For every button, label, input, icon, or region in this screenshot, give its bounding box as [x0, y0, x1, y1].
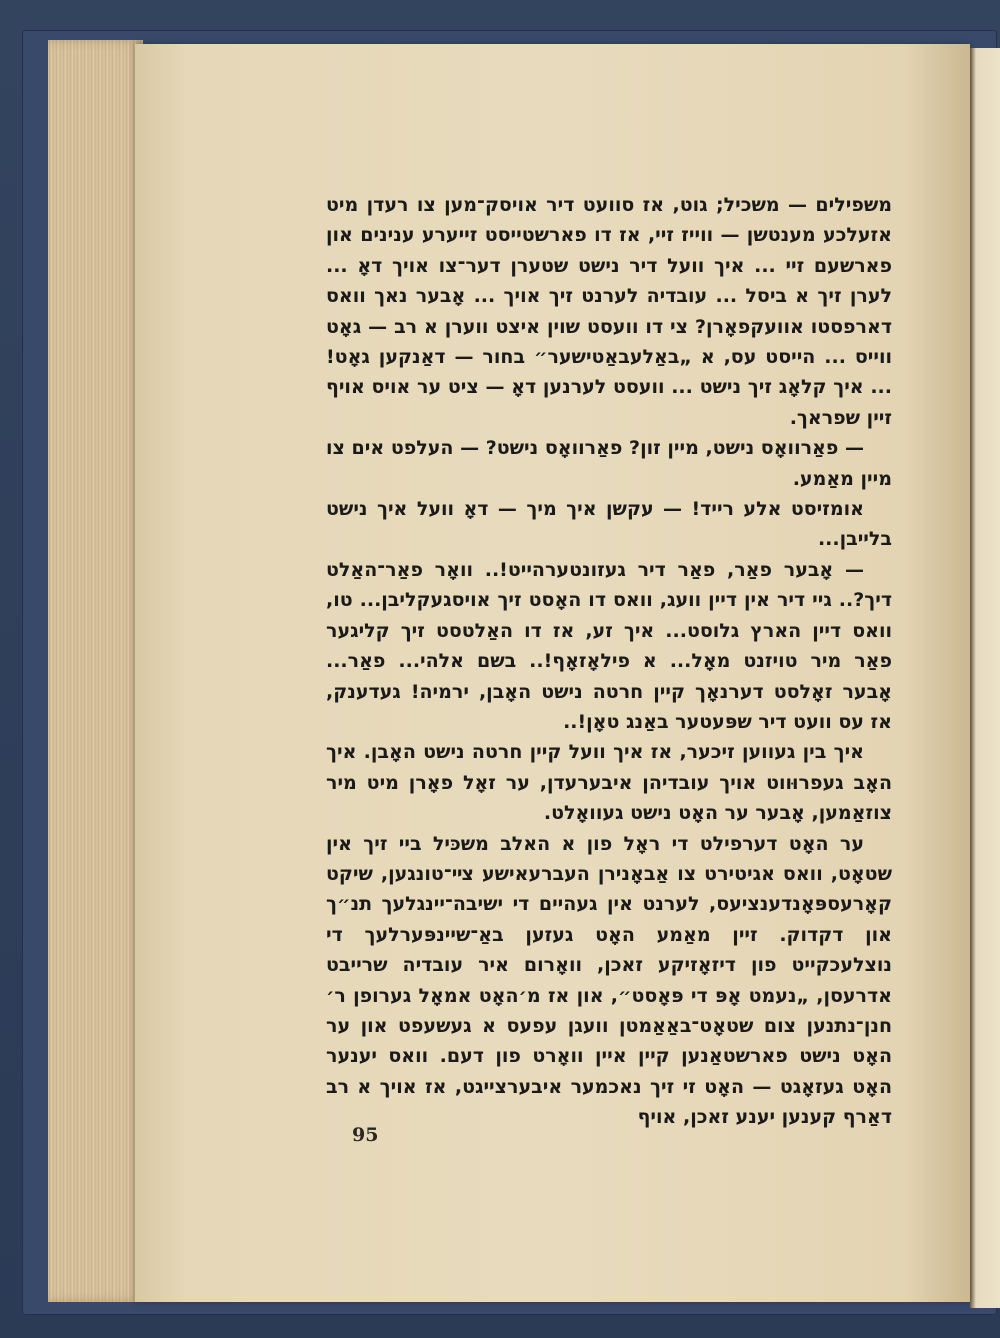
paragraph: אומזיסט אלע רייד! — עקשן איך מיך — דאָ וועל איך נישט בלייבן... — [326, 498, 892, 551]
paragraph: — אָבער פאַר, פאַר דיר געזונטערהייט!.. וואָר פאַר־האַלט דיך?.. גיי דיר אין דיין וועג, וואס דו האָסט זיך אויסגעקליבן... טו, וואס דיין הארץ גלוסט... איך זע, אז דו האַלטסט זיך קליגער פאַר מיר טויזנט מאָל... א פילאָזאָף!.. בשם אלהי... פאַר... אָבער זאָלסט דערנאָך קיין חרטה נישט האָבן, ירמיה! געדענק, אז עס וועט דיר שפּעטער באַנג טאָן!.. — [326, 558, 892, 733]
paragraph: ער האָט דערפילט די ראָל פון א האלב משכּיל ביי זיך אין שטאָט, וואס אגיטירט צו אַבאָנירן העברעאישע צײ־טונגען, שיקט קאָרעספּאָנדענציעס, לערנט אין געהיים די ישיבה־יינגלעך תנ״ך און דקדוק. זיין מאַמע האָט געזען באַ־שיינפּערלעך די נוצלעכקייט פון דיזאָזיקע זאכן, וואָרום איר עובדיה שרייבט אדרעסן, „נעמט אָפּ די פּאָסט״, און אז מ׳האָט אמאָל גערופן ר׳ חנן־נתנען צום שטאָט־באַאַמטן וועגן עפעס א געשעפט און ער האָט נישט פארשטאַנען קיין איין וואָרט פון דעם. וואס יענער האָט געזאָגט — האָט זי זיך נאכמער איבערצייגט, אז אויך א רב דאַרף קענען יענע זאכן, אויף — [326, 832, 892, 1129]
paragraph: איך בין געווען זיכער, אז איך וועל קיין חרטה נישט האָבן. איך האָב געפרוּווט אויך עובדיהן איבערעדן, ער זאָל פאָרן מיט מיר צוזאַמען, אָבער ער האָט נישט געוואָלט. — [326, 741, 892, 825]
paragraph: — פאַרוואָס נישט, מיין זון? פאַרוואָס נישט? — העלפט אים צו מיין מאַמע. — [326, 437, 892, 490]
page-number: 95 — [352, 1124, 379, 1146]
page-text — [326, 190, 892, 1133]
paragraph: משפילים — משכיל; גוט, אז סוועט דיר אויסק־מען צו רעדן מיט אזעלכע מענטשן — ווייז זיי, אז דו פארשטייסט זייערע ענינים און פארשעם זיי ... איך וועל דיר נישט שטערן דער־צו אויך דאָ ... לערן זיך א ביסל ... עובדיה לערנט זיך אויך ... אָבער נאך וואס דארפסטו אוועקפאָרן? צי דו וועסט שוין איצט ווערן א רב — גאָט ווייס ... הייסט עס, א „באַלעבאַטישער״ בחור — דאַנקען גאָט! ... איך קלאָג זיך נישט ... וועסט לערנען דאָ — ציט ער אויס אויף זיין שפראך. — [326, 194, 892, 429]
page-edges — [48, 40, 143, 1302]
next-page-edge — [970, 48, 1000, 1308]
